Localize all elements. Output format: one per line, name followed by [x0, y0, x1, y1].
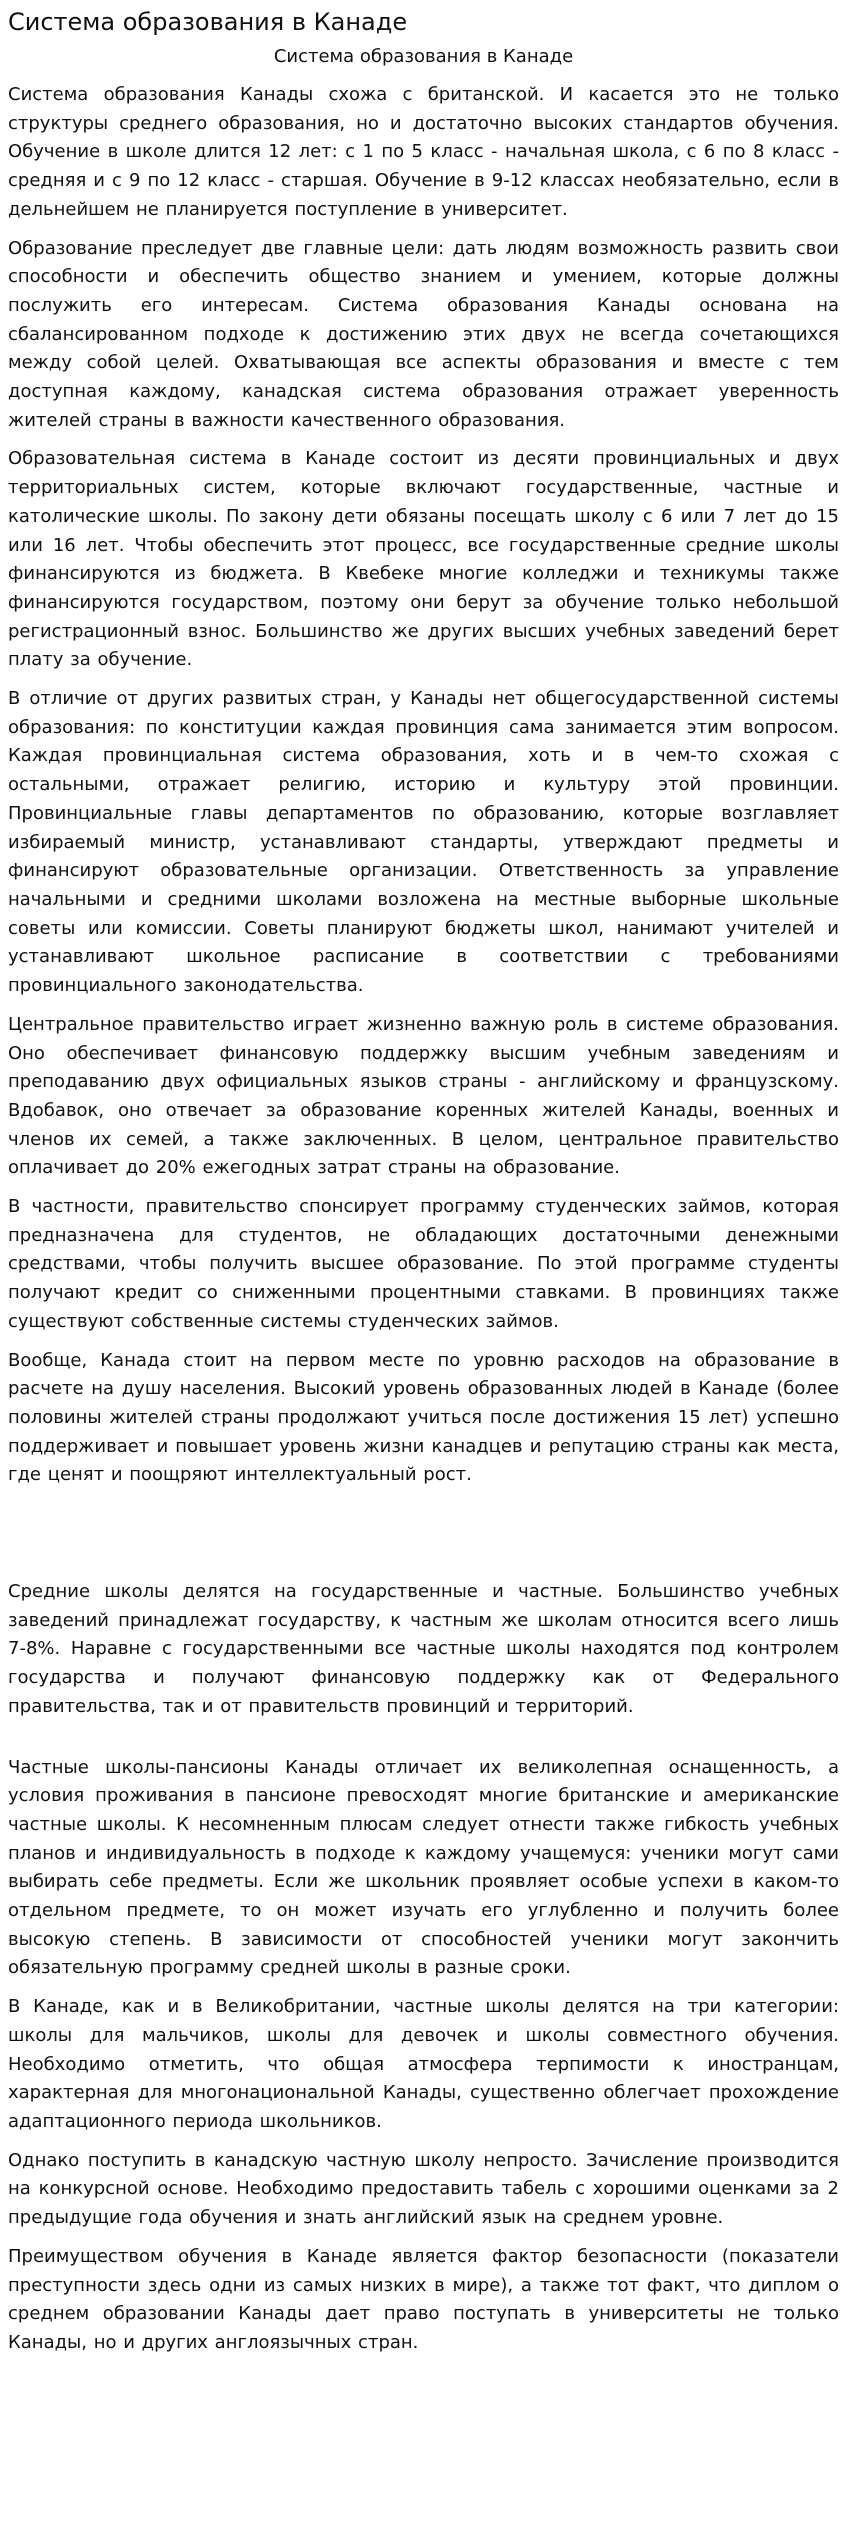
paragraph: Однако поступить в канадскую частную школу непросто. Зачисление производится на конкурсной основе. Необходимо предоставить табель с хорошими оценками за 2 предыдущие года обучения и знать английский язык на среднем уровне. [8, 2149, 839, 2229]
paragraph: В Канаде, как и в Великобритании, частные школы делятся на три категории: школы для мальчиков, школы для девочек и школы совместного обучения. Необходимо отметить, что общая атмосфера терпимости к иностранцам, характерная для многонациональной Канады, существенно облегчает прохождение адаптационного периода школьников. [8, 1996, 839, 2132]
paragraph: Центральное правительство играет жизненно важную роль в системе образования. Оно обеспечивает финансовую поддержку высшим учебным заведениям и преподаванию двух официальных языков страны - английскому и французскому. Вдобавок, оно отвечает за образование коренных жителей Канады, военных и членов их семей, а также заключенных. В целом, центральное правительство оплачивает до 20% ежегодных затрат страны на образование. [8, 1013, 839, 1179]
paragraph: В частности, правительство спонсирует программу студенческих займов, которая предназначена для студентов, не обладающих достаточными денежными средствами, чтобы получить высшее образование. По этой программе студенты получают кредит со сниженными процентными ставками. В провинциях также существуют собственные системы студенческих займов. [8, 1196, 839, 1332]
paragraph: Образование преследует две главные цели: дать людям возможность развить свои способности и обеспечить общество знанием и умением, которые должны послужить его интересам. Система образования Канады основана на сбалансированном подходе к достижению этих двух не всегда сочетающихся между собой целей. Охватывающая все аспекты образования и вместе с тем доступная каждому, канадская система образования отражает уверенность жителей страны в важности качественного образования. [8, 237, 839, 431]
paragraph: Преимуществом обучения в Канаде является фактор безопасности (показатели преступности здесь одни из самых низких в мире), а также тот факт, что диплом о среднем образовании Канады дает право поступать в университеты не только Канады, но и других англоязычных стран. [8, 2245, 839, 2353]
paragraph: Образовательная система в Канаде состоит из десяти провинциальных и двух территориальных систем, которые включают государственные, частные и католические школы. По закону дети обязаны посещать школу с 6 или 7 лет до 15 или 16 лет. Чтобы обеспечить этот процесс, все государственные средние школы финансируются из бюджета. В Квебеке многие колледжи и техникумы также финансируются государством, поэтому они берут за обучение только небольшой регистрационный взнос. Большинство же других высших учебных заведений берет плату за обучение. [8, 448, 839, 671]
paragraph: В отличие от других развитых стран, у Канады нет общегосударственной системы образования: по конституции каждая провинция сама занимается этим вопросом. Каждая провинциальная система образования, хоть и в чем-то схожая с остальными, отражает религию, историю и культуру этой провинции. Провинциальные главы департаментов по образованию, которые возглавляет избираемый министр, устанавливают стандарты, утверждают предметы и финансируют образовательные организации. Ответственность за управление начальными и средними школами возложена на местные выборные школьные советы или комиссии. Советы планируют бюджеты школ, нанимают учителей и устанавливают школьное расписание в соответствии с требованиями провинциального законодательства. [8, 688, 839, 997]
paragraph: Система образования Канады схожа с британской. И касается это не только структуры среднего образования, но и достаточно высоких стандартов обучения. Обучение в школе длится 12 лет: с 1 по 5 класс - начальная школа, с 6 по 8 класс - средняя и с 9 по 12 класс - старшая. Обучение в 9-12 классах необязательно, если в дельнейшем не планируется поступление в университет. [8, 84, 839, 220]
paragraph: Вообще, Канада стоит на первом месте по уровню расходов на образование в расчете на душу населения. Высокий уровень образованных людей в Канаде (более половины жителей страны продолжают учиться после достижения 15 лет) успешно поддерживает и повышает уровень жизни канадцев и репутацию страны как места, где ценят и поощряют интеллектуальный рост. [8, 1349, 839, 1486]
paragraph: Частные школы-пансионы Канады отличает их великолепная оснащенность, а условия проживания в пансионе превосходят многие британские и американские частные школы. К несомненным плюсам следует отнести также гибкость учебных планов и индивидуальность в подходе к каждому учащемуся: ученики могут сами выбирать себе предметы. Если же школьник проявляет особые успехи в каком-то отдельном предмете, то он может изучать его углубленно и получить более высокую степень. В зависимости от способностей ученики могут закончить обязательную программу средней школы в разные сроки. [8, 1756, 839, 1979]
paragraph: Средние школы делятся на государственные и частные. Большинство учебных заведений принадлежат государству, к частным же школам относится всего лишь 7-8%. Наравне с государственными все частные школы находятся под контролем государства и получают финансовую поддержку как от Федерального правительства, так и от правительств провинций и территорий. [8, 1581, 839, 1717]
page-title: Система образования в Канаде [8, 8, 408, 36]
section-spacer [8, 1500, 839, 1578]
section-spacer [8, 1732, 839, 1754]
document-heading: Система образования в Канаде [273, 46, 574, 67]
